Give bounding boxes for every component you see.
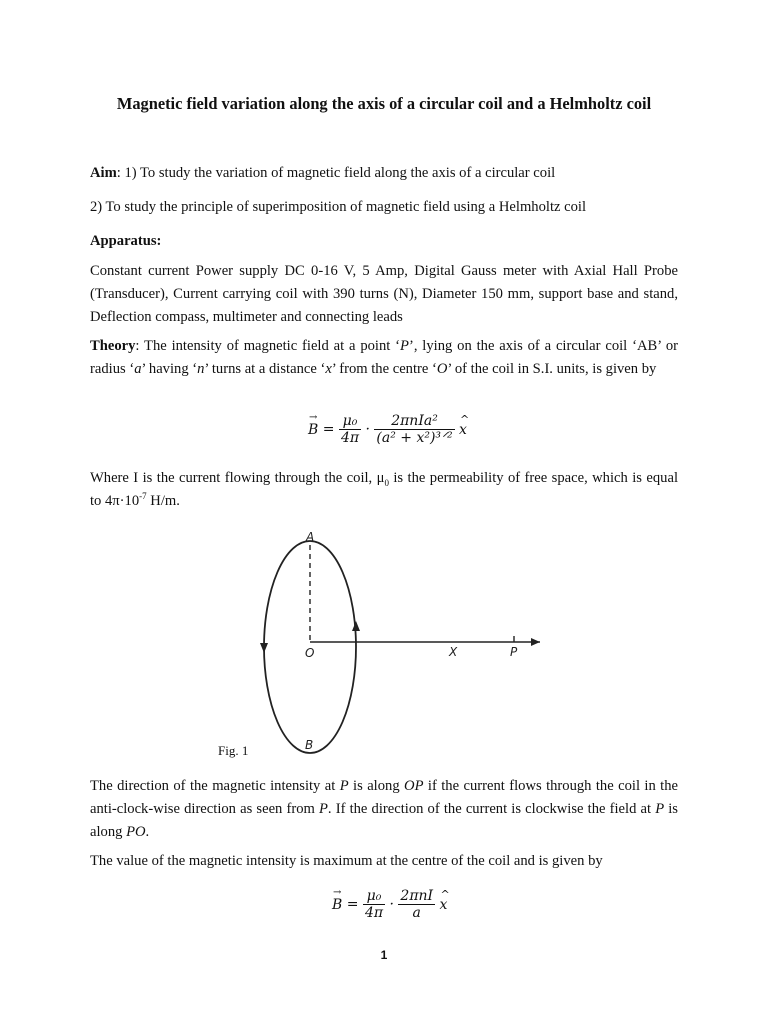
eq1-mu-num: μ₀	[339, 413, 361, 430]
theory-text: ’, lying on the axis of a circular coil ‘AB’ or radius ‘	[90, 338, 678, 377]
eq1-mu-den: 4π	[340, 430, 360, 446]
where-text: Where I is the current flowing through the coil, μ	[90, 470, 385, 486]
aim-label: Aim	[90, 165, 117, 181]
direction-var-p: P	[339, 778, 349, 794]
theory-paragraph	[90, 335, 678, 381]
eq1-unit-vector: ^ x	[459, 422, 467, 438]
axis-arrowhead	[531, 638, 540, 646]
page-number: 1	[380, 948, 388, 962]
theory-var-p: P	[400, 338, 409, 354]
label-x: X	[449, 645, 458, 659]
equation-1	[308, 413, 467, 446]
where-subscript: 0	[384, 477, 389, 488]
eq2-dot: ·	[389, 896, 394, 913]
eq2-denominator: a	[412, 905, 421, 921]
maximum-paragraph: The value of the magnetic intensity is maximum at the centre of the coil and is given by	[90, 853, 603, 869]
eq2-lhs: → B	[332, 897, 342, 913]
eq1-mu-fraction	[339, 413, 361, 446]
label-b: B	[305, 738, 314, 752]
label-p: P	[510, 645, 518, 659]
apparatus-heading	[90, 230, 678, 253]
direction-text: is along	[348, 778, 405, 794]
theory-text: ’ having ‘	[141, 361, 198, 377]
theory-var-o: O	[436, 361, 448, 377]
direction-text: if the current flows through the coil in the anti-clock-wise direction as seen from	[90, 778, 679, 817]
eq2-mu-den: 4π	[364, 905, 384, 921]
eq1-denominator: (a² + x²)³ᐟ²	[376, 430, 453, 446]
label-a: A	[306, 530, 315, 544]
eq2-mu-fraction	[363, 888, 385, 921]
aim-text-1: : 1) To study the variation of magnetic field along the axis of a circular coil	[116, 165, 556, 181]
where-text: H/m.	[146, 493, 180, 509]
equation-2	[332, 888, 447, 921]
eq2-equals: =	[346, 896, 359, 913]
eq2-numerator: 2πnI	[400, 888, 434, 904]
direction-text: The direction of the magnetic intensity at	[90, 778, 340, 794]
label-o: O	[305, 646, 315, 660]
direction-text: is along	[90, 801, 678, 840]
eq1-main-fraction	[374, 413, 454, 446]
figure-caption: Fig. 1	[218, 743, 249, 758]
direction-var-po: PO	[126, 824, 146, 840]
where-paragraph	[90, 467, 678, 513]
eq1-lhs: → B	[308, 422, 318, 438]
coil-figure	[254, 525, 550, 758]
coil-diagram	[254, 525, 550, 758]
aim-line-1	[90, 162, 678, 185]
direction-text: .	[145, 824, 150, 840]
theory-text: ’ turns at a distance ‘	[204, 361, 326, 377]
document-title: Magnetic field variation along the axis of a circular coil and a Helmholtz coil	[116, 94, 652, 113]
eq1-dot: ·	[365, 421, 370, 438]
theory-label: Theory	[90, 338, 136, 354]
theory-text: : The intensity of magnetic field at a point ‘	[135, 338, 401, 354]
theory-text: ’ from the centre ‘	[331, 361, 437, 377]
where-text: is the permeability of free space, which is equal to 4π·10	[90, 470, 678, 509]
direction-var-p: P	[655, 801, 665, 817]
eq2-unit-vector: ^ x	[440, 897, 448, 913]
theory-var-a: a	[134, 361, 142, 377]
eq2-main-fraction	[398, 888, 435, 921]
where-superscript: -7	[139, 491, 147, 502]
eq1-numerator: 2πnIa²	[374, 413, 454, 430]
direction-paragraph	[90, 775, 678, 844]
theory-text: ’ of the coil in S.I. units, is given by	[447, 361, 657, 377]
eq1-equals: =	[322, 421, 335, 438]
direction-text: . If the direction of the current is clockwise the field at	[327, 801, 656, 817]
direction-var-op: OP	[404, 778, 424, 794]
aim-line-2: 2) To study the principle of superimposition of magnetic field using a Helmholtz coil	[90, 199, 587, 215]
current-up-arrow	[352, 621, 360, 631]
apparatus-text: Constant current Power supply DC 0-16 V, 5 Amp, Digital Gauss meter with Axial Hall Probe (Transducer), Current carrying coil with 390 turns (N), Diameter 150 mm, support base and stand, Deflection compass, multimeter and connecting leads	[90, 263, 678, 325]
theory-var-x: x	[325, 361, 332, 377]
theory-var-n: n	[197, 361, 205, 377]
apparatus-label: Apparatus:	[90, 233, 162, 249]
direction-var-p: P	[319, 801, 328, 817]
current-down-arrow	[260, 643, 268, 653]
eq2-mu-num: μ₀	[363, 888, 385, 905]
